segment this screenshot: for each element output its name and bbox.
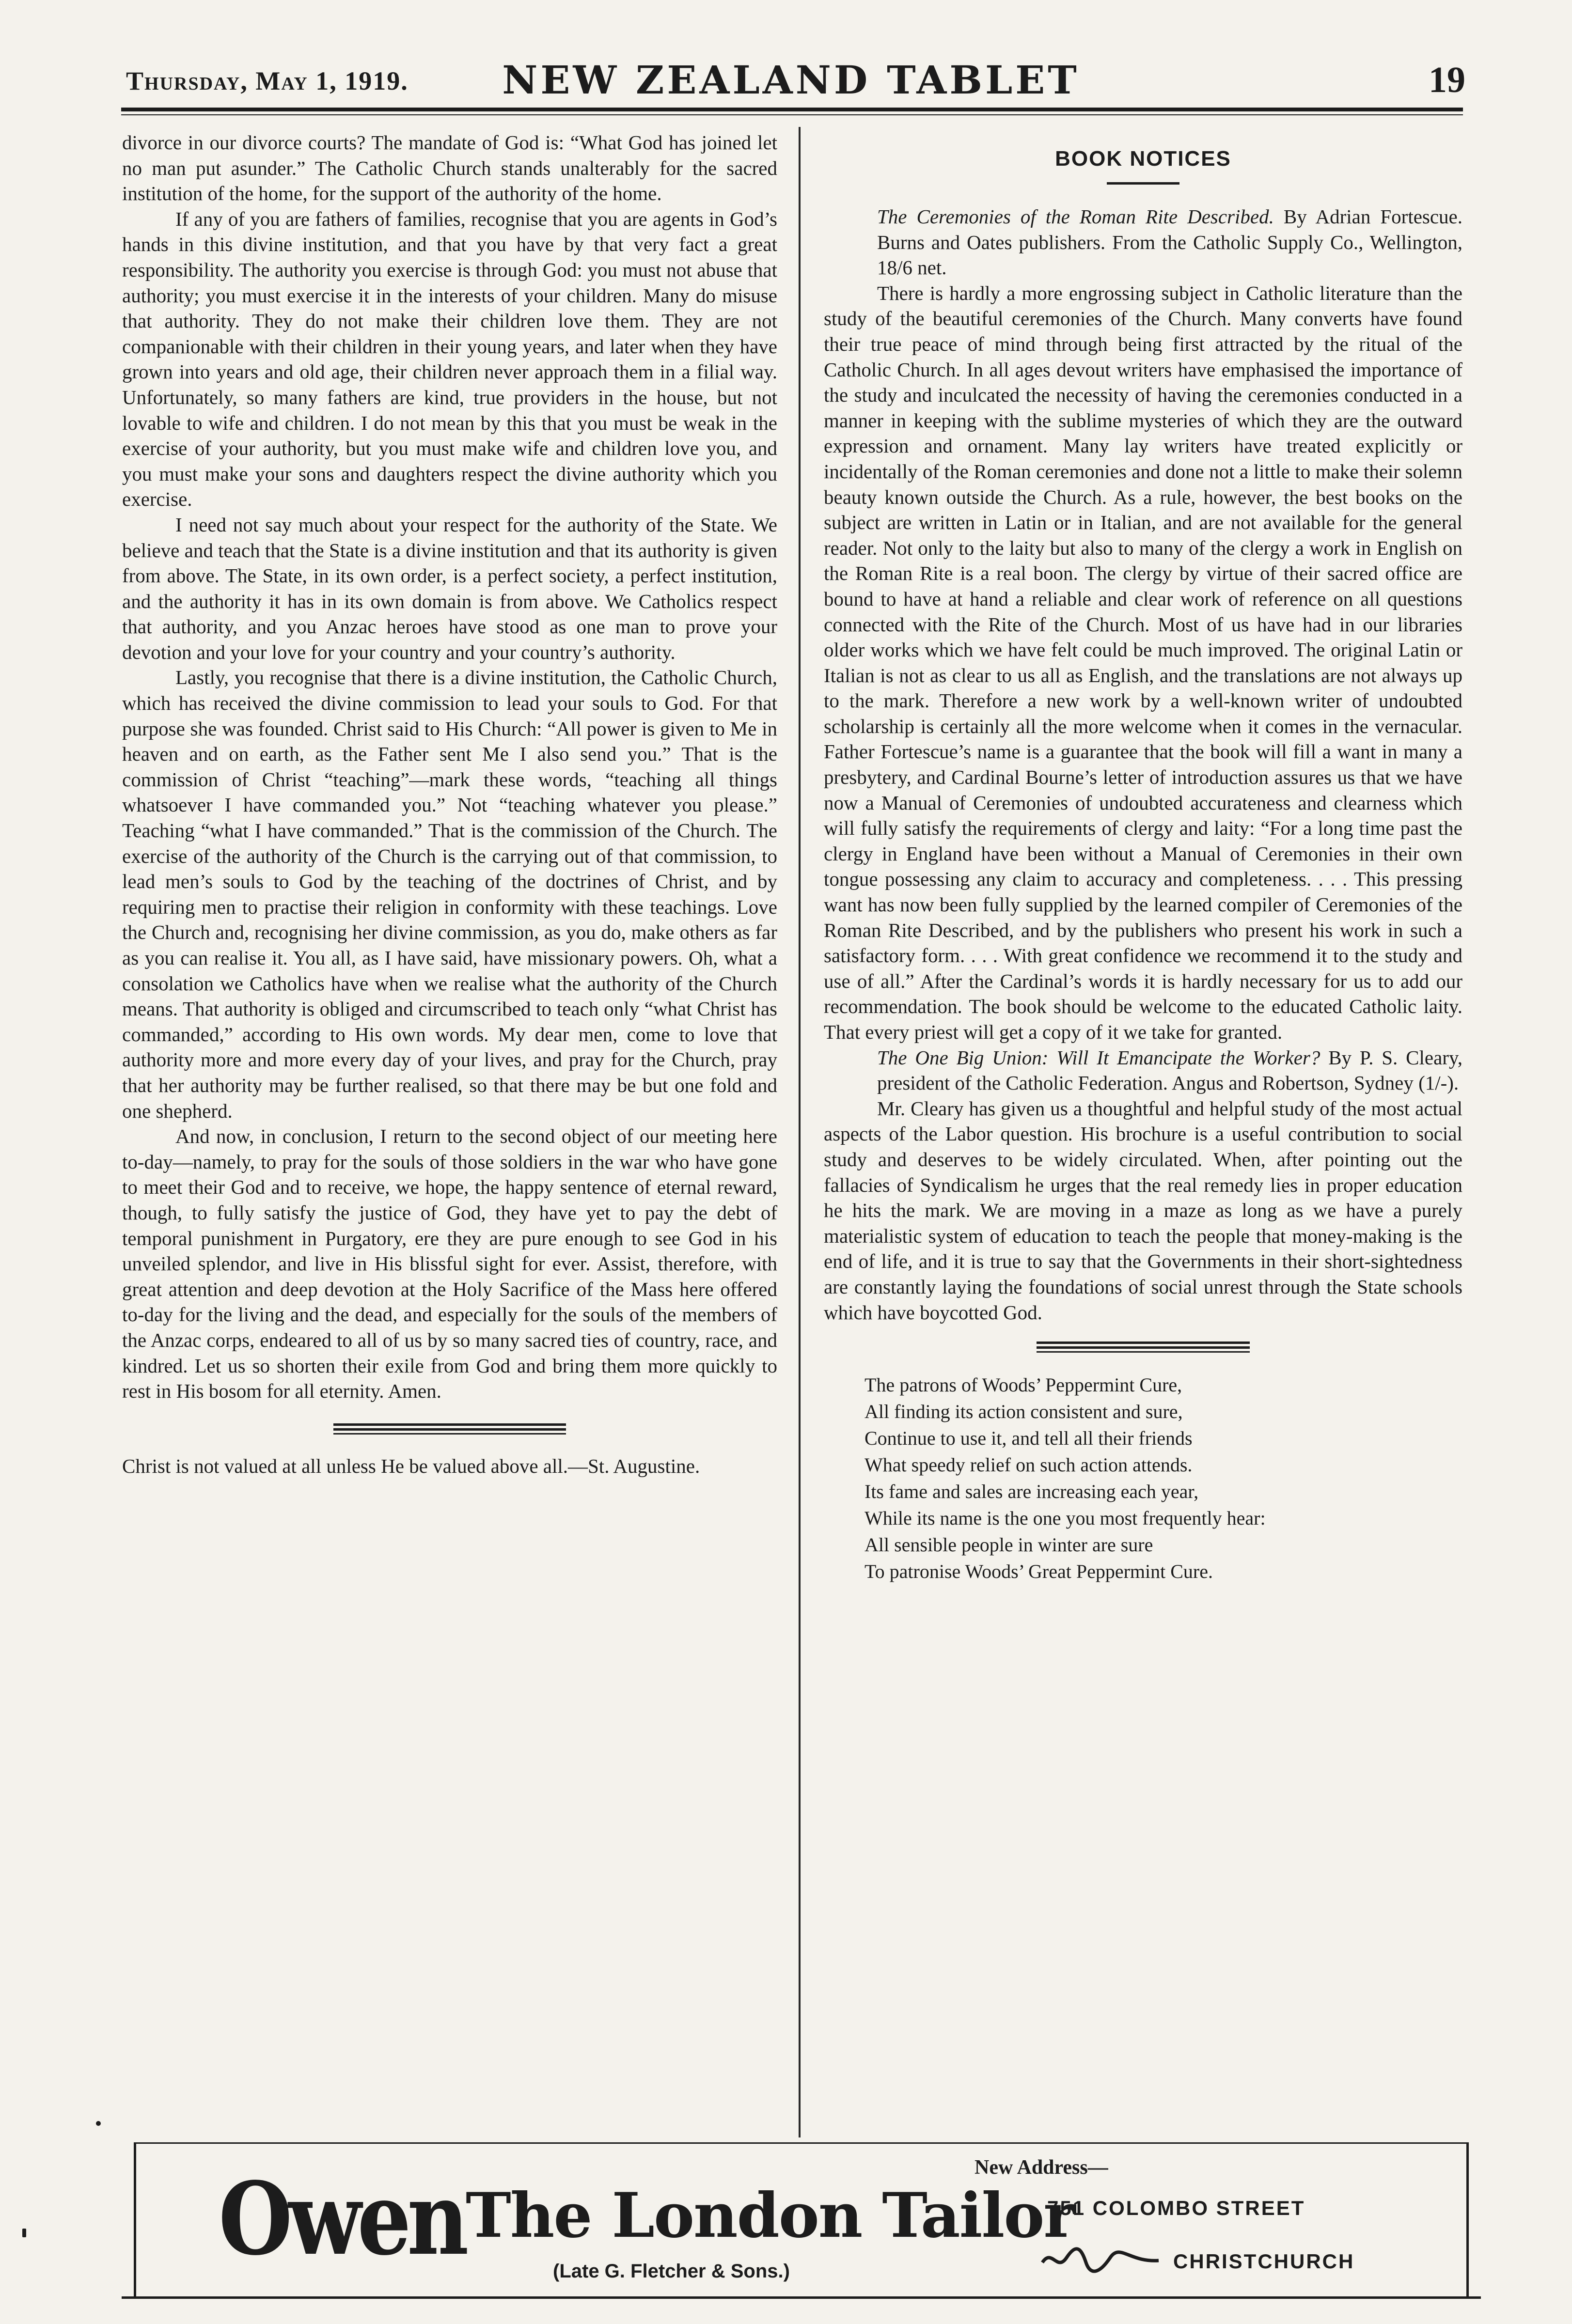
book-notice-2-header [824,1045,1462,1096]
verse-line: What speedy relief on such action attends. [865,1454,1193,1476]
article-paragraph: Lastly, you recognise that there is a divine institution, the Catholic Church, which has received the divine commission to lead your souls to God. For that purpose she was founded. Christ said to His Church: “All power is given to Me in heaven and on earth, as the Father sent Me I also send you.” That is the commission of Christ “teaching”—mark these words, “teaching all things whatsoever I have commanded you.” Not “teaching whatever you please.” Teaching “what I have commanded.” That is the commission of the Church. The exercise of the authority of the Church is the carrying out of that commission, to lead men’s souls to God by the teaching of the doctrines of Christ, and by requiring men to practise their religion in conformity with these teachings. Love the Church and, recognising her divine commission, as you do, make others as far as you can realise it. You all, as I have said, have missionary powers. Oh, what a consolation we Catholics have when we realise what the authority of the Church means. That authority is obliged and circumscribed to teach only “what Christ has commanded,” according to His own words. My dear men, come to love that authority more and more every day of your lives, and pray for the Church, pray that her authority may be further realised, so that there may be but one fold and one shepherd. [122,666,777,1122]
ad-bottom-border [122,2296,1481,2299]
masthead-rule-thin [121,114,1463,115]
masthead [116,57,1465,110]
ad-owen-logo: Owen [219,2160,465,2277]
book-2-title: The One Big Union: Will It Emancipate the Worker? [877,1046,1320,1069]
book-1-details: By Adrian Fortescue. Burns and Oates publishers. From the Catholic Supply Co., Wellington, 18/6 net. [877,205,1463,279]
article-paragraph: divorce in our divorce courts? The mandate of God is: “What God has joined let no man put asunder.” The Catholic Church stands unalterably for the sacred institution of the home, for the support of the authority of the home. [122,131,777,205]
ad-tagline: The London Tailor [466,2180,1075,2251]
verse-line: All finding its action consistent and sure, [865,1401,1183,1423]
masthead-rule [121,108,1463,111]
page-number: 19 [1429,60,1465,100]
article-paragraph: If any of you are fathers of families, recognise that you are agents in God’s hands in this divine institution, and that you have by that very fact a great responsibility. The authority you exercise is through God: you must not abuse that authority; you must exercise it in the interests of your children. Many do misuse that authority. They do not make their children love them. They are not companionable with their children in their young years, and later when they have grown into years and old age, their children never approach them in a filial way. Unfortunately, so many fathers are kind, true providers in the house, but not lovable to wife and children. I do not mean by this that you must be weak in the exercise of your authority, but you must make wife and children love you, and you must make your sons and daughters respect the divine authority which you exercise. [122,207,777,511]
verse-line: Continue to use it, and tell all their friends [865,1427,1193,1450]
verse-line: While its name is the one you most frequently hear: [865,1507,1266,1529]
article-paragraph: And now, in conclusion, I return to the second object of our meeting here to-day—namely, to pray for the souls of those soldiers in the war who have gone to meet their God and to receive, we hope, the happy sentence of eternal reward, though, to fully satisfy the justice of God, they have yet to pay the debt of temporal punishment in Purgatory, ere they are pure enough to see God in his unveiled splendor, and live in His blissful sight for ever. Assist, therefore, with great attention and deep devotion at the Holy Sacrifice of the Mass here offered to-day for the living and the dead, and especially for the souls of the members of the Anzac corps, endeared to all of us by so many sacred ties of country, race, and kindred. Let us so shorten their exile from God and bring them more quickly to rest in His bosom for all eternity. Amen. [122,1125,777,1403]
left-column [122,130,777,1479]
section-divider [333,1423,566,1434]
ad-former-name: (Late G. Fletcher & Sons.) [553,2261,790,2282]
book-notice-1-header [824,204,1462,281]
signature-flourish-icon [1038,2243,1163,2277]
margin-mark [22,2229,26,2237]
heading-rule [1107,182,1179,185]
column-divider [799,127,801,2137]
ad-city: CHRISTCHURCH [1173,2250,1355,2273]
section-divider [1037,1341,1250,1352]
verse-line: The patrons of Woods’ Peppermint Cure, [865,1374,1182,1396]
verse-line: To patronise Woods’ Great Peppermint Cure. [865,1560,1213,1583]
ad-street: 751 COLOMBO STREET [1047,2197,1305,2219]
augustine-quote: Christ is not valued at all unless He be valued above all.—St. Augustine. [122,1454,700,1477]
book-2-details: By P. S. Cleary, president of the Catholic Federation. Angus and Robertson, Sydney (1/-). [877,1046,1463,1094]
tailor-advertisement [134,2142,1469,2297]
margin-mark [96,2121,101,2126]
verse-line: Its fame and sales are increasing each year, [865,1481,1199,1503]
right-column [824,130,1462,1585]
article-paragraph: I need not say much about your respect for the authority of the State. We believe and teach that the State is a divine institution and that its authority is given from above. The State, in its own order, is a perfect society, a perfect institution, and the authority it has in its own domain is from above. We Catholics respect that authority, and you Anzac heroes have stood as one man to prove your devotion and your love for your country and your country’s authority. [122,513,777,663]
book-1-review: There is hardly a more engrossing subject in Catholic literature than the study of the beautiful ceremonies of the Church. Many converts have found their true peace of mind through being first attracted by the ritual of the Catholic Church. In all ages devout writers have emphasised the importance of the study and inculcated the necessity of having the ceremonies conducted in a manner in keeping with the sublime mysteries of which they are the outward expression and ornament. Many lay writers have treated explicitly or incidentally of the Roman ceremonies and done not a little to make their solemn beauty known outside the Church. As a rule, however, the best books on the subject are written in Latin or in Italian, and are not available for the general reader. Not only to the laity but also to many of the clergy a work in English on the Roman Rite is a real boon. The clergy by virtue of their sacred office are bound to have at hand a reliable and clear work of reference on all questions connected with the Rite of the Church. Most of us have had in our libraries older works which we have felt could be much improved. The original Latin or Italian is not as clear to us all as English, and the translations are not always up to the mark. Therefore a new work by a well-known writer of undoubted scholarship is certainly all the more welcome when it comes in the vernacular. Father Fortescue’s name is a guarantee that the book will fill a want in many a presbytery, and Cardinal Bourne’s letter of introduction assures us that we have now a Manual of Ceremonies of undoubted accurateness and clearness which will fully satisfy the requirements of clergy and laity: “For a long time past the clergy in England have been without a Manual of Ceremonies in their own tongue possessing any claim to accuracy and completeness. . . . This pressing want has now been fully supplied by the learned compiler of Ceremonies of the Roman Rite Described, and by the publishers who present his work in such a satisfactory form. . . . With great confidence we recommend it to the study and use of all.” After the Cardinal’s words it is hardly necessary for us to add our recommendation. The book should be welcome to the educated Catholic laity. That every priest will get a copy of it we take for granted. [824,281,1462,1043]
ad-top-border [136,2142,1466,2144]
book-notices-heading: BOOK NOTICES [1055,147,1231,171]
peppermint-cure-verse [824,1372,1462,1585]
ad-new-address-label: New Address— [975,2156,1108,2179]
issue-date: Thursday, May 1, 1919. [126,66,409,95]
book-1-title: The Ceremonies of the Roman Rite Described. [877,205,1274,228]
book-2-review: Mr. Cleary has given us a thoughtful and helpful study of the most actual aspects of the Labor question. His brochure is a useful contribution to social study and deserves to be widely circulated. When, after pointing out the fallacies of Syndicalism he urges that the real remedy lies in proper education he hits the mark. We are moving in a maze as long as we have a purely materialistic system of education to teach the people that money-making is the end of life, and it is true to say that the Governments in their short-sightedness are constantly laying the foundations of social unrest through the State schools which have boycotted God. [824,1097,1462,1324]
newspaper-title: NEW ZEALAND TABLET [502,57,1080,103]
verse-line: All sensible people in winter are sure [865,1534,1153,1556]
